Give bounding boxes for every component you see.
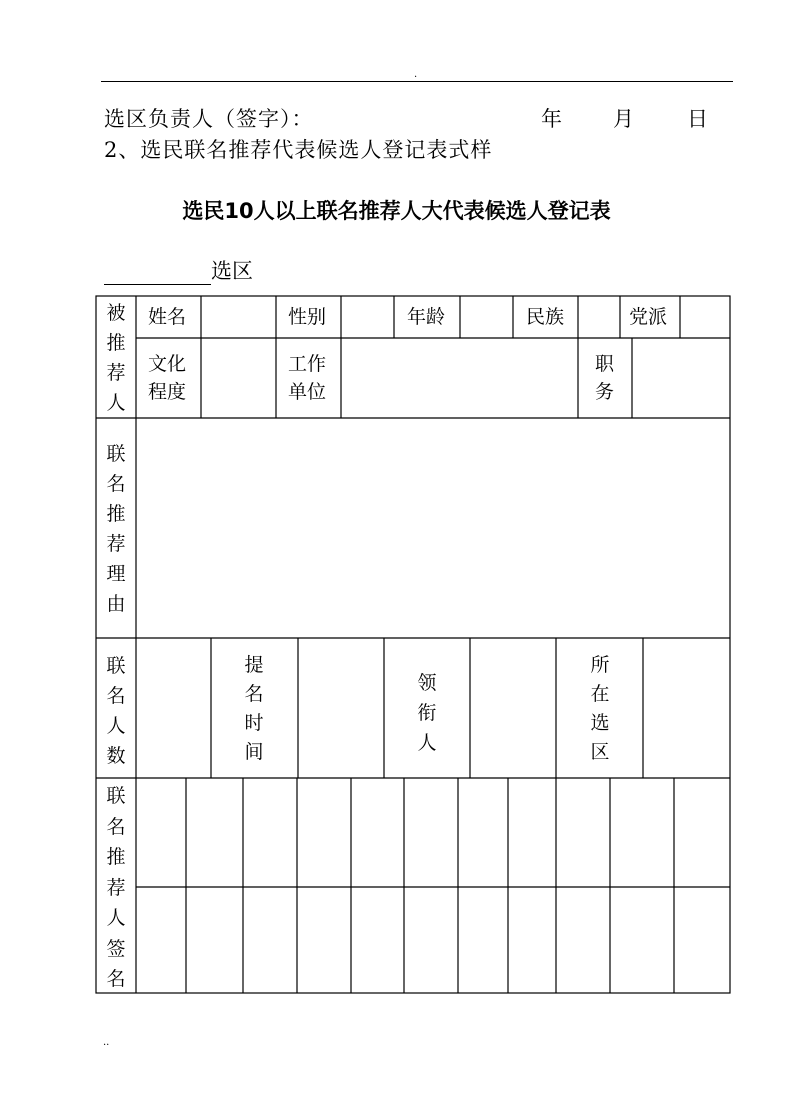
reason-label: 联 名 推 荐 理 由	[106, 443, 126, 615]
workplace-label: 工作 单位	[288, 353, 327, 403]
position-label: 职 务	[595, 353, 615, 403]
form-title: 选民10人以上联名推荐人大代表候选人登记表	[182, 199, 611, 223]
count-label: 联 名 人 数	[106, 655, 126, 767]
footer-dots: ..	[103, 1037, 110, 1048]
district-label: 所 在 选 区	[590, 654, 610, 763]
nominee-label: 被 推 荐 人	[106, 302, 126, 414]
ethnicity-label: 民族	[526, 306, 565, 328]
header-dot: .	[414, 69, 418, 80]
signature-day: 日	[687, 107, 709, 131]
district-suffix: 选区	[211, 259, 253, 283]
age-label: 年龄	[407, 306, 446, 328]
signature-month: 月	[613, 107, 635, 131]
signature-year: 年	[541, 107, 563, 131]
education-label: 文化 程度	[148, 353, 187, 403]
party-label: 党派	[629, 306, 668, 328]
gender-label: 性别	[288, 306, 327, 328]
time-label: 提 名 时 间	[244, 654, 264, 763]
leader-label: 领 衔 人	[417, 672, 437, 754]
name-label: 姓名	[148, 306, 187, 328]
section-heading: 2、选民联名推荐代表候选人登记表式样	[104, 138, 493, 162]
signature-section-label: 联 名 推 荐 人 签 名	[106, 785, 126, 990]
signature-label: 选区负责人（签字）：	[104, 107, 314, 131]
